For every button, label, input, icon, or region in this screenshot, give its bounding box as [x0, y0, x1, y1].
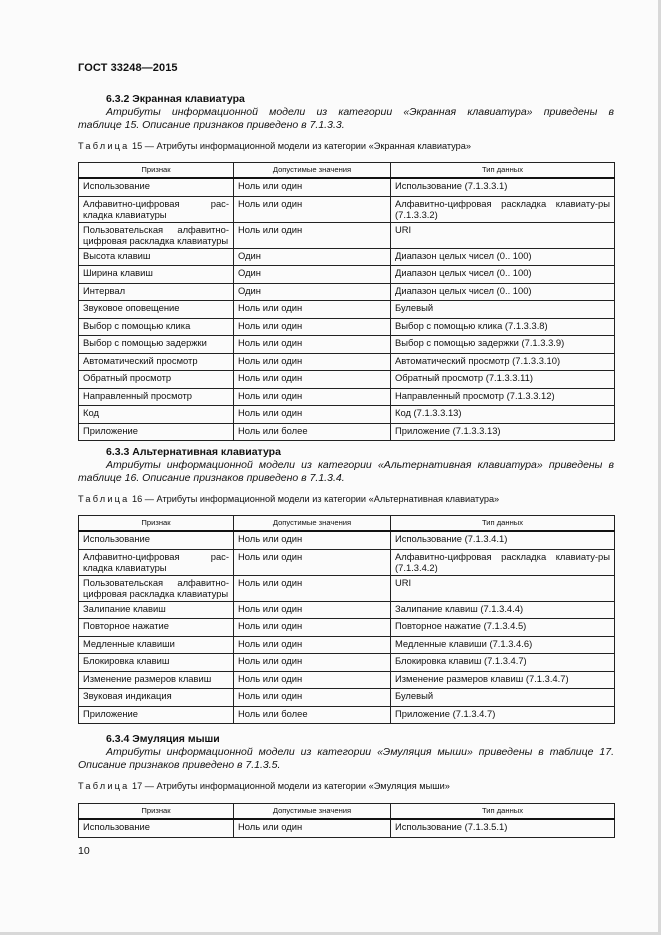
column-header: Тип данных [391, 516, 615, 532]
table-row [79, 531, 615, 549]
paragraph-line: Атрибуты информационной модели из категории «Альтернативная клавиатура» приведены в [106, 459, 614, 471]
data-type-cell: Диапазон целых чисел (0.. 100) [391, 266, 615, 284]
table-row [79, 266, 615, 284]
allowed-values-cell: Ноль или один [234, 336, 391, 354]
data-type-cell: URI [391, 575, 615, 601]
section-title-6-3-3: 6.3.3 Альтернативная клавиатура [106, 446, 281, 458]
allowed-values-cell: Ноль или один [234, 654, 391, 672]
table-caption [78, 781, 450, 791]
attribute-name-cell: Алфавитно-цифровая рас-кладка клавиатуры [79, 549, 234, 575]
attribute-name-cell: Залипание клавиш [79, 601, 234, 619]
attribute-name-cell: Изменение размеров клавиш [79, 671, 234, 689]
table-row [79, 353, 615, 371]
paragraph-line: Описание признаков приведено в 7.1.3.5. [78, 759, 281, 771]
table-header-row [79, 163, 615, 179]
section-paragraph [78, 106, 614, 132]
table-row [79, 222, 615, 248]
table-row [79, 301, 615, 319]
column-header: Признак [79, 804, 234, 820]
data-type-cell: Медленные клавиши (7.1.3.4.6) [391, 636, 615, 654]
allowed-values-cell: Ноль или один [234, 222, 391, 248]
data-type-cell: Булевый [391, 301, 615, 319]
data-type-cell: Диапазон целых чисел (0.. 100) [391, 248, 615, 266]
table-row [79, 636, 615, 654]
data-type-cell: Приложение (7.1.3.3.13) [391, 423, 615, 441]
allowed-values-cell: Ноль или один [234, 531, 391, 549]
data-type-cell: Обратный просмотр (7.1.3.3.11) [391, 371, 615, 389]
allowed-values-cell: Ноль или один [234, 178, 391, 196]
table-row [79, 371, 615, 389]
attribute-name-cell: Выбор с помощью клика [79, 318, 234, 336]
allowed-values-cell: Ноль или один [234, 549, 391, 575]
data-type-cell: Изменение размеров клавиш (7.1.3.4.7) [391, 671, 615, 689]
table-row [79, 248, 615, 266]
attribute-name-cell: Блокировка клавиш [79, 654, 234, 672]
allowed-values-cell: Один [234, 266, 391, 284]
attribute-name-cell: Автоматический просмотр [79, 353, 234, 371]
table-row [79, 178, 615, 196]
attribute-name-cell: Код [79, 406, 234, 424]
section-title-6-3-4: 6.3.4 Эмуляция мыши [106, 733, 220, 745]
data-type-cell: Выбор с помощью задержки (7.1.3.3.9) [391, 336, 615, 354]
data-type-cell: Булевый [391, 689, 615, 707]
table-row [79, 283, 615, 301]
attribute-name-cell: Пользовательская алфавитно-цифровая раскладка клавиатуры [79, 222, 234, 248]
caption-text: 17 — Атрибуты информационной модели из категории «Эмуляция мыши» [132, 781, 450, 791]
table-row [79, 654, 615, 672]
data-type-cell: Автоматический просмотр (7.1.3.3.10) [391, 353, 615, 371]
section-title-6-3-2: 6.3.2 Экранная клавиатура [106, 93, 245, 105]
data-type-cell: Направленный просмотр (7.1.3.3.12) [391, 388, 615, 406]
attribute-name-cell: Обратный просмотр [79, 371, 234, 389]
data-type-cell: Алфавитно-цифровая раскладка клавиату-ры (7.1.3.4.2) [391, 549, 615, 575]
paragraph-line: таблице 16. Описание признаков приведено в 7.1.3.4. [78, 472, 345, 484]
data-type-cell: Диапазон целых чисел (0.. 100) [391, 283, 615, 301]
allowed-values-cell: Ноль или более [234, 706, 391, 724]
data-type-cell: Блокировка клавиш (7.1.3.4.7) [391, 654, 615, 672]
caption-text: 16 — Атрибуты информационной модели из категории «Альтернативная клавиатура» [132, 494, 500, 504]
attribute-name-cell: Пользовательская алфавитно-цифровая раскладка клавиатуры [79, 575, 234, 601]
allowed-values-cell: Ноль или один [234, 671, 391, 689]
table-row [79, 318, 615, 336]
allowed-values-cell: Ноль или один [234, 388, 391, 406]
paragraph-line: Атрибуты информационной модели из категории «Экранная клавиатура» приведены в [106, 106, 614, 118]
table-row [79, 388, 615, 406]
table-caption [78, 494, 499, 504]
paragraph-line: Атрибуты информационной модели из категории «Эмуляция мыши» приведены в таблице 17. [106, 746, 614, 758]
data-type-cell: URI [391, 222, 615, 248]
caption-prefix: Таблица [78, 494, 130, 504]
allowed-values-cell: Ноль или один [234, 689, 391, 707]
section-paragraph [78, 746, 614, 772]
attribute-name-cell: Направленный просмотр [79, 388, 234, 406]
data-type-cell: Использование (7.1.3.4.1) [391, 531, 615, 549]
standard-header: ГОСТ 33248—2015 [78, 62, 178, 74]
table-row [79, 671, 615, 689]
attribute-name-cell: Использование [79, 819, 234, 837]
data-type-cell: Приложение (7.1.3.4.7) [391, 706, 615, 724]
attribute-name-cell: Использование [79, 178, 234, 196]
attribute-name-cell: Звуковое оповещение [79, 301, 234, 319]
allowed-values-cell: Ноль или один [234, 318, 391, 336]
data-type-cell: Использование (7.1.3.3.1) [391, 178, 615, 196]
table-caption [78, 141, 471, 151]
column-header: Допустимые значения [234, 163, 391, 179]
caption-text: 15 — Атрибуты информационной модели из категории «Экранная клавиатура» [132, 141, 472, 151]
caption-prefix: Таблица [78, 781, 130, 791]
table-row [79, 706, 615, 724]
allowed-values-cell: Ноль или один [234, 353, 391, 371]
attributes-table-15 [78, 162, 615, 441]
allowed-values-cell: Ноль или один [234, 619, 391, 637]
column-header: Тип данных [391, 804, 615, 820]
attribute-name-cell: Ширина клавиш [79, 266, 234, 284]
attribute-name-cell: Интервал [79, 283, 234, 301]
data-type-cell: Выбор с помощью клика (7.1.3.3.8) [391, 318, 615, 336]
allowed-values-cell: Ноль или один [234, 575, 391, 601]
column-header: Признак [79, 163, 234, 179]
table-row [79, 575, 615, 601]
column-header: Признак [79, 516, 234, 532]
column-header: Допустимые значения [234, 516, 391, 532]
table-header-row [79, 804, 615, 820]
allowed-values-cell: Ноль или один [234, 371, 391, 389]
attributes-table-16 [78, 515, 615, 724]
allowed-values-cell: Ноль или один [234, 636, 391, 654]
data-type-cell: Повторное нажатие (7.1.3.4.5) [391, 619, 615, 637]
data-type-cell: Залипание клавиш (7.1.3.4.4) [391, 601, 615, 619]
table-header-row [79, 516, 615, 532]
data-type-cell: Код (7.1.3.3.13) [391, 406, 615, 424]
allowed-values-cell: Ноль или один [234, 406, 391, 424]
attribute-name-cell: Использование [79, 531, 234, 549]
allowed-values-cell: Один [234, 283, 391, 301]
caption-prefix: Таблица [78, 141, 130, 151]
data-type-cell: Алфавитно-цифровая раскладка клавиату-ры (7.1.3.3.2) [391, 196, 615, 222]
section-paragraph [78, 459, 614, 485]
table-row [79, 619, 615, 637]
attribute-name-cell: Алфавитно-цифровая рас-кладка клавиатуры [79, 196, 234, 222]
table-row [79, 406, 615, 424]
column-header: Допустимые значения [234, 804, 391, 820]
table-row [79, 423, 615, 441]
table-row [79, 196, 615, 222]
table-row [79, 819, 615, 837]
table-row [79, 549, 615, 575]
attributes-table-17 [78, 803, 615, 838]
attribute-name-cell: Медленные клавиши [79, 636, 234, 654]
attribute-name-cell: Высота клавиш [79, 248, 234, 266]
attribute-name-cell: Повторное нажатие [79, 619, 234, 637]
attribute-name-cell: Приложение [79, 706, 234, 724]
paragraph-line: таблице 15. Описание признаков приведено в 7.1.3.3. [78, 119, 345, 131]
allowed-values-cell: Ноль или более [234, 423, 391, 441]
data-type-cell: Использование (7.1.3.5.1) [391, 819, 615, 837]
allowed-values-cell: Ноль или один [234, 301, 391, 319]
allowed-values-cell: Ноль или один [234, 196, 391, 222]
allowed-values-cell: Ноль или один [234, 819, 391, 837]
allowed-values-cell: Ноль или один [234, 601, 391, 619]
table-row [79, 336, 615, 354]
attribute-name-cell: Приложение [79, 423, 234, 441]
attribute-name-cell: Звуковая индикация [79, 689, 234, 707]
column-header: Тип данных [391, 163, 615, 179]
table-row [79, 601, 615, 619]
table-row [79, 689, 615, 707]
allowed-values-cell: Один [234, 248, 391, 266]
attribute-name-cell: Выбор с помощью задержки [79, 336, 234, 354]
page-number: 10 [78, 845, 90, 857]
